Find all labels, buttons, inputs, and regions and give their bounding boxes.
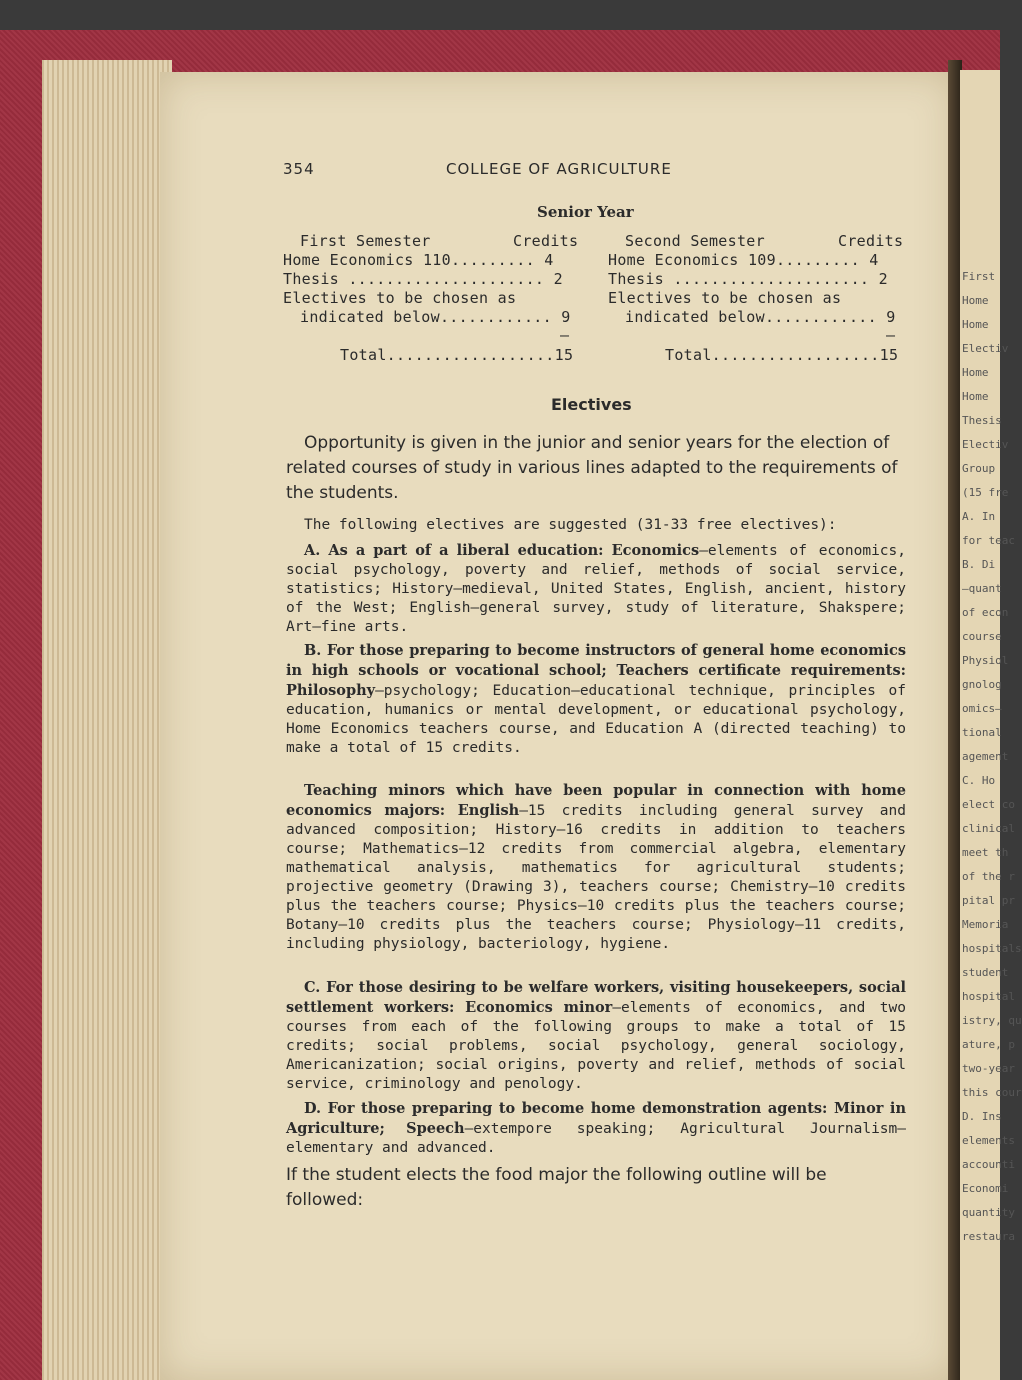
second-row-thesis: Thesis ..................... 2 bbox=[608, 270, 888, 288]
facing-page-fragment: quantity bbox=[962, 1206, 1015, 1219]
facing-page-fragment: Home bbox=[962, 294, 989, 307]
facing-page-fragment: (15 fre bbox=[962, 486, 1009, 499]
first-credits-label: Credits bbox=[513, 232, 579, 250]
senior-year-heading: Senior Year bbox=[537, 203, 634, 221]
teaching-minors bbox=[286, 781, 906, 954]
second-row-electives-cont: indicated below............ 9 bbox=[625, 308, 896, 326]
electives-heading: Electives bbox=[551, 395, 632, 414]
elective-d-text: —extempore speaking; Agricultural Journalism—elementary and advanced. bbox=[286, 1121, 906, 1156]
second-total: Total..................15 bbox=[665, 346, 899, 364]
facing-page-fragment: Electiv bbox=[962, 438, 1009, 451]
facing-page-fragment: hospitals bbox=[962, 942, 1022, 955]
elective-d-lead: D. For those preparing to become home demonstration agents: Minor in Agriculture; Speech bbox=[286, 1100, 906, 1137]
elective-c-text: —elements of economics, and two courses from each of the following groups to make a total of 15 credits; social problems, social psychology, general sociology, Americanization; social origins, poverty and relief, methods of social service, criminology and penology. bbox=[286, 1000, 906, 1092]
facing-page-fragment: of econ bbox=[962, 606, 1009, 619]
page-edges bbox=[42, 60, 172, 1380]
facing-page-fragment: tional bbox=[962, 726, 1002, 739]
facing-page-fragment: hospital bbox=[962, 990, 1015, 1003]
facing-page-fragment: for teac bbox=[962, 534, 1015, 547]
elective-b-lead: B. For those preparing to become instructors of general home economics in high schools or vocational school; Teachers certificate requirements: Philosophy bbox=[286, 642, 906, 699]
facing-page-fragment: Thesis bbox=[962, 414, 1002, 427]
facing-page-fragment: D. Ins bbox=[962, 1110, 1002, 1123]
facing-page-fragment: Home bbox=[962, 390, 989, 403]
electives-intro: Opportunity is given in the junior and senior years for the election of related courses of study in various lines adapted to the requirements of the students. bbox=[286, 433, 898, 503]
facing-page-fragment: Group bbox=[962, 462, 996, 475]
facing-page-fragment: course bbox=[962, 630, 1002, 643]
elective-a-lead: A. As a part of a liberal education: Economics bbox=[304, 542, 700, 559]
facing-page-fragment: accounti bbox=[962, 1158, 1015, 1171]
electives-suggested: The following electives are suggested (31-33 free electives): bbox=[304, 517, 837, 533]
elective-b bbox=[286, 641, 906, 758]
facing-page-fragment: gnolog bbox=[962, 678, 1002, 691]
facing-page-fragment: agement bbox=[962, 750, 1009, 763]
facing-page-fragment: Home bbox=[962, 366, 989, 379]
facing-page-fragment: Home bbox=[962, 318, 989, 331]
elective-c-lead: C. For those desiring to be welfare workers, visiting housekeepers, social settlement workers: Economics minor bbox=[286, 979, 906, 1016]
first-total: Total..................15 bbox=[340, 346, 574, 364]
teaching-minors-lead: Teaching minors which have been popular in connection with home economics majors: English bbox=[286, 782, 906, 819]
second-row-electives: Electives to be chosen as bbox=[608, 289, 842, 307]
elective-a bbox=[286, 541, 906, 637]
food-major-intro: If the student elects the food major the following outline will be followed: bbox=[286, 1165, 827, 1210]
second-credits-label: Credits bbox=[838, 232, 904, 250]
facing-page-fragment: elements bbox=[962, 1134, 1015, 1147]
running-title: COLLEGE OF AGRICULTURE bbox=[446, 160, 672, 178]
facing-page-fragment: clinical bbox=[962, 822, 1015, 835]
second-semester-label: Second Semester bbox=[625, 232, 765, 250]
facing-page-fragment: restaura bbox=[962, 1230, 1015, 1243]
elective-d bbox=[286, 1099, 906, 1158]
facing-page-fragment: this cour bbox=[962, 1086, 1022, 1099]
facing-page-fragment: student bbox=[962, 966, 1009, 979]
facing-page-fragment: A. In bbox=[962, 510, 996, 523]
first-row-electives-cont: indicated below............ 9 bbox=[300, 308, 571, 326]
facing-page-fragment: Economi bbox=[962, 1182, 1009, 1195]
elective-a-text: —elements of economics, social psychology, poverty and relief, methods of social service, statistics; History—medieval, United States, English, ancient, history of the West; English—general survey, study of literature, Shakspere; Art—fine arts. bbox=[286, 543, 906, 635]
teaching-minors-text: —15 credits including general survey and advanced composition; History—16 credits in addition to teachers course; Mathematics—12 credits from commercial algebra, elementary mathematical analysis, mathematics for agricultural students; projective geometry (Drawing 3), teachers course; Chemistry—10 credits plus the teachers course; Physics—10 credits plus the teachers course; Botany—10 credits plus the teachers course; Physiology—11 credits, including physiology, bacteriology, hygiene. bbox=[286, 803, 906, 952]
first-row-home-econ: Home Economics 110......... 4 bbox=[283, 251, 554, 269]
facing-page-fragment: omics— bbox=[962, 702, 1002, 715]
facing-page-fragment: Physiol bbox=[962, 654, 1009, 667]
facing-page-fragment: Memoria bbox=[962, 918, 1009, 931]
second-rule: — bbox=[886, 326, 896, 344]
facing-page-fragment: First bbox=[962, 270, 996, 283]
facing-page-fragment: istry, qu bbox=[962, 1014, 1022, 1027]
page-number: 354 bbox=[283, 160, 315, 178]
facing-page-fragment: C. Ho bbox=[962, 774, 996, 787]
second-row-home-econ: Home Economics 109......... 4 bbox=[608, 251, 879, 269]
facing-page-fragment: ature, p bbox=[962, 1038, 1015, 1051]
facing-page-fragment: pital pr bbox=[962, 894, 1015, 907]
elective-c bbox=[286, 978, 906, 1094]
first-row-thesis: Thesis ..................... 2 bbox=[283, 270, 563, 288]
facing-page-fragment: meet th bbox=[962, 846, 1009, 859]
facing-page-fragment: of the r bbox=[962, 870, 1015, 883]
first-rule: — bbox=[560, 326, 570, 344]
facing-page-fragment: elect co bbox=[962, 798, 1015, 811]
facing-page bbox=[960, 70, 1022, 1380]
elective-b-text: —psychology; Education—educational technique, principles of education, humanics or mental development, or educational psychology, Home Economics teachers course, and Education A (directed teaching) to make a total of 15 credits. bbox=[286, 683, 906, 756]
facing-page-fragment: two-year bbox=[962, 1062, 1015, 1075]
facing-page-fragment: Electiv bbox=[962, 342, 1009, 355]
facing-page-fragment: B. Di bbox=[962, 558, 996, 571]
facing-page-fragment: —quant bbox=[962, 582, 1002, 595]
first-semester-label: First Semester bbox=[300, 232, 431, 250]
first-row-electives: Electives to be chosen as bbox=[283, 289, 517, 307]
